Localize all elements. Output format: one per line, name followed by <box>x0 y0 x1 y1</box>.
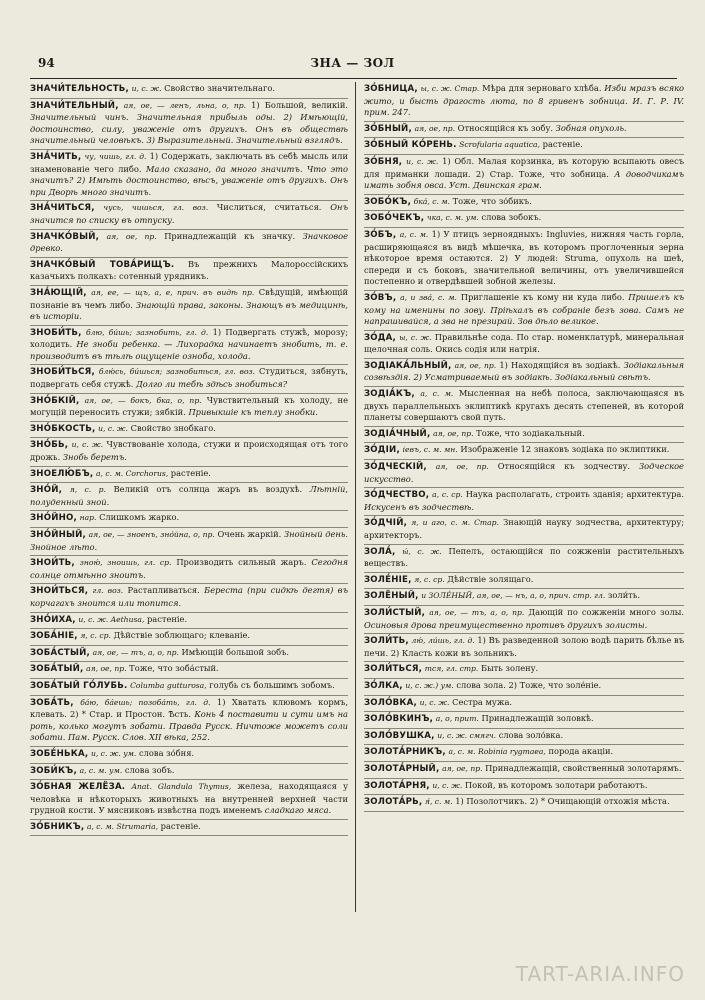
entry-grammar-note: и, с. ж. Aethusa, <box>78 614 145 624</box>
entry-definition: порода акаціи. <box>548 746 614 757</box>
entry-definition: 1) Позолотчикъ. 2) * Очищающій отхожія мѣста. <box>455 796 670 807</box>
entry-grammar-note: блю, би́шь; зазнобить, гл. д. <box>85 327 209 337</box>
dictionary-entry <box>364 82 684 122</box>
dictionary-entry <box>364 545 684 573</box>
entry-grammar-note: ая, ое, — тъ, а, о, пр. <box>92 647 179 657</box>
entry-definition: Тоже, что зо́бикъ. <box>452 195 532 206</box>
dictionary-entry <box>364 712 684 729</box>
entry-headword: ЗНОИ́ТЬСЯ, <box>30 586 89 597</box>
entry-definition: Свѣдущій, имѣющій познаніе въ чемъ либо. <box>30 286 348 310</box>
entry-grammar-note: ая, ое, — ленъ, льна, о, пр. <box>123 100 246 110</box>
dictionary-entry <box>30 646 348 663</box>
entry-headword: ЗОБЕ́НЬКА, <box>30 748 89 759</box>
dictionary-entry <box>30 696 348 747</box>
dictionary-entry <box>364 331 684 359</box>
entry-headword: ЗНАЧИ́ТЕЛЬНЫЙ, <box>30 100 119 111</box>
page-header <box>38 56 667 74</box>
dictionary-entry <box>364 779 684 796</box>
entry-headword: ЗО́ЛКА, <box>364 680 403 691</box>
dictionary-entry <box>364 443 684 460</box>
entry-grammar-note: ая, ое, — тъ, а, о, пр. <box>429 607 525 617</box>
entry-example-text: Мало сказано, да много значитъ. Что это значитъ? 2) Имѣть достоинство, вѣсъ, уваженіе отъ другихъ. Онъ при Дворѣ много значитъ. <box>30 163 348 197</box>
dictionary-entry <box>30 467 348 484</box>
entry-headword: ЗНО́ЙНО, <box>30 513 77 524</box>
dictionary-entry <box>30 483 348 511</box>
entry-grammar-note: Columba gutturosa, <box>130 680 207 690</box>
entry-example-text: Онъ значится по списку въ отпуску. <box>30 202 348 225</box>
entry-definition: Дѣйствіе золящаго. <box>447 573 534 584</box>
entry-grammar-note: бка́, с. м. <box>413 196 450 206</box>
entry-headword: ЗОЛО́ВКИНЪ, <box>364 714 434 725</box>
entry-headword: ЗНО́Й, <box>30 485 63 496</box>
dictionary-entry <box>30 820 348 837</box>
entry-headword: ЗО́БНЫЙ, <box>364 123 412 134</box>
entry-headword: ЗОДІАКА́ЛЬНЫЙ, <box>364 360 452 371</box>
entry-definition: слова золо́вка. <box>498 729 564 740</box>
entry-definition: слова зо́бня. <box>138 747 195 758</box>
entry-example-text: Береста (при сидкѣ дегтя) въ корчагахъ зноится или топится. <box>30 585 348 608</box>
entry-definition: Въ прежнихъ Малороссійскихъ казачьихъ полкахъ: сотенный урядникъ. <box>30 258 348 282</box>
entry-headword: ЗОЛЁНЫЙ, <box>364 591 419 602</box>
entry-headword: ЗНО́ИХА, <box>30 614 76 625</box>
entry-definition: Чувствованіе холода, стужи и происходящая отъ того дрожь. <box>30 439 348 463</box>
entry-headword: ЗОБА́ТЫЙ ГО́ЛУБЬ. <box>30 680 128 691</box>
entry-definition: растеніе. <box>542 139 583 150</box>
dictionary-entry <box>364 138 684 155</box>
entry-definition: золи́ть. <box>607 590 640 601</box>
dictionary-entry <box>364 291 684 331</box>
dictionary-entry <box>30 82 348 99</box>
entry-definition: 1) Обл. Малая корзинка, въ которую всыпають овесъ для приманки лошади. 2) Стар. Тоже, что зобница. <box>364 155 684 179</box>
dictionary-entry <box>30 780 348 820</box>
entry-definition: Очень жаркій. <box>217 529 282 539</box>
entry-example-text: Привыкшіе къ теплу знобки. <box>188 407 318 418</box>
entry-definition: Растапливаться. <box>127 585 200 596</box>
entry-grammar-note: а, с. ср. <box>432 490 463 500</box>
entry-example-text: А доводчикамъ имать зобня овса. Уст. Двинская грам. <box>364 168 684 191</box>
entry-grammar-note: ая, ое, пр. <box>435 462 489 472</box>
entry-grammar-note: нар. <box>79 513 97 523</box>
entry-grammar-note: чка, с. м. ум. <box>426 213 479 223</box>
entry-headword: ЗОЛИ́ТЬ, <box>364 636 409 647</box>
entry-headword: ЗО́ДЧІЙ, <box>364 518 408 529</box>
dictionary-entry <box>364 729 684 746</box>
entry-grammar-note: и, с. ж. <box>71 440 104 450</box>
entry-definition: Наука располагать, строить зданія; архитектура. <box>465 489 684 500</box>
entry-grammar-note: я, с. ср. <box>80 631 111 641</box>
entry-grammar-note: ы, с. ж. <box>399 332 432 342</box>
entry-definition: Изображеніе 12 знаковъ зодіака по эклиптики. <box>460 444 670 455</box>
entry-definition: Числиться, считаться. <box>216 202 322 213</box>
dictionary-entry <box>30 365 348 393</box>
entry-grammar-note: зною́, зноишь, гл. ср. <box>79 558 172 568</box>
entry-example-text: сладкаго мяса. <box>264 805 332 816</box>
entry-definition: Быть золену. <box>480 663 539 674</box>
dictionary-entry <box>30 150 348 201</box>
dictionary-entry <box>30 422 348 439</box>
entry-definition: слова зола. 2) Тоже, что золе́ніе. <box>456 679 602 690</box>
entry-grammar-note: а, с. м. Corchorus, <box>96 468 169 478</box>
dictionary-entry <box>30 286 348 326</box>
entry-definition: Мѣра для зерноваго хлѣба. <box>482 83 602 93</box>
dictionary-entry <box>30 747 348 764</box>
dictionary-entry <box>30 528 348 556</box>
entry-example-text: Знобь беретъ. <box>62 452 127 463</box>
entry-grammar-note: ая, ее, — щъ, а, е, прич. въ видѣ пр. <box>91 287 255 297</box>
entry-definition: Принадлежащій, свойственный золотарямъ. <box>485 762 682 773</box>
entry-example-text: Зобная опухоль. <box>555 122 627 133</box>
dictionary-entry <box>364 634 684 662</box>
entry-definition: 1) Хватать клювомъ кормъ, клевать. 2) * Стар. и Простон. Ѣсть. <box>30 696 348 720</box>
entry-headword: ЗОЛЕ́НІЕ, <box>364 574 412 585</box>
entry-grammar-note: ая, ое, — бокъ, бка, о, пр. <box>84 395 202 405</box>
entry-headword: ЗНА́ЧИТЬСЯ, <box>30 203 95 214</box>
entry-headword: ЗО́БНАЯ ЖЕЛЁЗА. <box>30 782 126 793</box>
entry-grammar-note: ба́ю, ба́ешь; позоба́ть, гл. д. <box>80 697 211 707</box>
entry-headword: ЗОЛОТА́РНЫЙ, <box>364 763 440 774</box>
entry-headword: ЗНА́ЧИТЬ, <box>30 151 82 162</box>
dictionary-entry <box>30 629 348 646</box>
entry-grammar-note: а, с. м. <box>420 389 454 399</box>
entry-example-text: Не зноби ребенка. — Лихорадка начинаетъ знобить, т. е. производитъ въ тѣлѣ ощущеніе озноба, холода. <box>30 339 348 361</box>
dictionary-entry <box>364 488 684 516</box>
entry-grammar-note: ы, с. ж. Стар. <box>420 84 480 93</box>
dictionary-entry <box>364 745 684 762</box>
entry-definition: Мысленная на небѣ полоса, заключающаяся въ двухъ параллельныхъ эклиптикѣ кругахъ десять степеней, въ которой планеты совершаютъ свой путь. <box>364 388 684 423</box>
entry-definition: 1) Находящійся въ зодіакѣ. <box>499 359 621 370</box>
entry-definition: растеніе. <box>170 467 211 478</box>
entry-definition: Принадлежащій золовкѣ. <box>481 713 594 724</box>
entry-headword: ЗНО́БКОСТЬ, <box>30 423 96 434</box>
entry-example-text: Знающій права, законы. Знающъ въ медицинѣ, въ исторіи. <box>30 299 348 322</box>
entry-example-text: Лѣтній, полуденный зной. <box>30 484 348 507</box>
dictionary-entry <box>364 195 684 212</box>
entry-grammar-note: лю́, ли́шь, гл. д. <box>411 636 475 646</box>
entry-grammar-note: я, и аго, с. м. Стар. <box>411 518 499 528</box>
entry-grammar-note: тся, гл. стр. <box>424 664 479 674</box>
entry-headword: ЗО́БНИЦА, <box>364 84 418 94</box>
entry-definition: Покой, въ которомъ золотари работаютъ. <box>464 779 648 790</box>
entry-definition: Свойство значительнаго. <box>164 83 275 93</box>
entry-definition: Слишкомъ жарко. <box>99 512 180 523</box>
entry-headword: ЗОЛО́ВКА, <box>364 697 417 708</box>
entry-headword: ЗНО́ЙНЫЙ, <box>30 530 86 540</box>
dictionary-entry <box>30 99 348 150</box>
entry-grammar-note: блю́сь, би́шься; зазнобиться, гл. воз. <box>98 367 256 377</box>
entry-grammar-note: а, о, прит. <box>435 714 479 724</box>
entry-definition: Чувствительный къ холоду, не могущій переносить стужи; зябкій. <box>30 394 348 418</box>
entry-grammar-note: и, с. ж.) ум. <box>405 680 454 690</box>
entry-definition: Пепелъ, остающійся по сожженіи растительныхъ веществъ. <box>364 545 684 569</box>
dictionary-entry <box>364 122 684 139</box>
entry-grammar-note: ая, ое, пр. <box>414 123 456 133</box>
entry-headword: ЗО́ДЧЕСКІЙ, <box>364 462 427 473</box>
entry-example-text: Сегодня солнце отмѣнно зноитъ. <box>30 557 348 580</box>
entry-definition: Производить сильный жаръ. <box>176 557 307 568</box>
entry-grammar-note: ая, ое, пр. <box>86 664 127 674</box>
dictionary-entry <box>30 662 348 679</box>
dictionary-entry <box>364 606 684 634</box>
dictionary-entry <box>364 155 684 195</box>
entry-headword: ЗНАЧИ́ТЕЛЬНОСТЬ, <box>30 84 129 94</box>
entry-headword: ЗНОИ́ТЬ, <box>30 558 75 569</box>
entry-grammar-note: гл. воз. <box>92 586 124 596</box>
watermark: TART-ARIA.INFO <box>515 962 685 986</box>
entry-example-text: Пришелъ къ кому на именины по зову. Пріѣхалъ въ собраніе безъ зова. Самъ не напрашивайся, а зва не презирай. Зов дѣло великое. <box>364 291 684 327</box>
entry-headword: ЗО́БНЯ, <box>364 156 403 167</box>
entry-headword: ЗО́БНИКЪ, <box>30 821 85 832</box>
entry-grammar-note: ая, ое, пр. <box>454 360 497 370</box>
entry-headword: ЗНОБИ́ТЬСЯ, <box>30 367 95 378</box>
dictionary-entry <box>30 764 348 781</box>
entry-headword: ЗОЛОТА́РЬ, <box>364 797 423 808</box>
entry-definition: Относящійся къ зодчеству. <box>497 461 631 472</box>
left-column <box>30 82 348 912</box>
dictionary-entry <box>364 359 684 387</box>
entry-grammar-note: и, с. ж. смягч. <box>437 730 497 740</box>
entry-grammar-note: іевъ, с. м. мн. <box>402 445 458 455</box>
entry-definition: голубь съ большимъ зобомъ. <box>209 679 335 690</box>
dictionary-entry <box>30 230 348 258</box>
dictionary-entry <box>30 556 348 584</box>
entry-example-text: Искусенъ въ зодчествѣ. <box>364 501 474 512</box>
entry-definition: Сестра мужа. <box>452 696 513 707</box>
entry-headword: ЗОБА́ТЫЙ, <box>30 664 84 675</box>
entry-grammar-note: а, и зва́, с. м. <box>400 292 457 302</box>
dictionary-entry <box>30 438 348 466</box>
entry-headword: ЗНО́БКІЙ, <box>30 395 80 406</box>
entry-grammar-note: и, с. ж. <box>406 156 439 166</box>
dictionary-entry <box>364 762 684 779</box>
entry-definition: слова зобъ. <box>124 764 175 775</box>
entry-headword: ЗО́ДІИ, <box>364 445 400 456</box>
entry-grammar-note: ая, ое, пр. <box>433 428 474 438</box>
right-column <box>364 82 684 912</box>
entry-definition: Великій отъ солнца жаръ въ воздухѣ. <box>113 484 303 495</box>
entry-example-text: Долго ли тебѣ здѣсь знобиться? <box>136 379 288 390</box>
entry-definition: железа, находящаяся у человѣка и нѣкоторыхъ животныхъ на внутренней верхней части грудной кости. У мясниковъ извѣстна подъ именемъ <box>30 781 348 816</box>
dictionary-entry <box>364 387 684 427</box>
entry-definition: Правильнѣе сода. По стар. номенклатурѣ, минеральная щелочная соль. Окись содія или натрія. <box>364 331 684 355</box>
entry-grammar-note: чу, чишь, гл. д. <box>84 151 147 161</box>
header-rule <box>30 78 677 79</box>
entry-grammar-note: а, с. м. <box>399 229 429 239</box>
dictionary-entry <box>30 679 348 696</box>
entry-grammar-note: я, с. р. <box>69 485 106 495</box>
entry-headword: ЗО́ДА, <box>364 332 396 343</box>
entry-definition: 1) Большой, великій. <box>251 99 348 110</box>
entry-headword: ЗОЛОТА́РНЯ, <box>364 780 430 791</box>
entry-definition: Приглашеніе къ кому ни куда либо. <box>460 291 625 302</box>
entry-definition: Принадлежащій къ значку. <box>164 230 296 241</box>
dictionary-entry <box>364 662 684 679</box>
entry-grammar-note: ы́, с. ж. <box>402 546 442 556</box>
entry-grammar-note: и, с. ж. <box>98 423 128 433</box>
entry-headword: ЗОБА́СТЫЙ, <box>30 647 90 658</box>
dictionary-entry <box>364 589 684 606</box>
entry-headword: ЗОЛИ́ТЬСЯ, <box>364 664 423 675</box>
entry-headword: ЗОДІА́КЪ, <box>364 389 415 400</box>
entry-definition: слова зобокъ. <box>481 212 542 223</box>
dictionary-entry <box>30 584 348 612</box>
entry-headword: ЗОЛО́ВУШКА, <box>364 730 435 741</box>
entry-headword: ЗОБО́КЪ, <box>364 196 412 207</box>
entry-example-text: Значковое древко. <box>30 230 348 254</box>
entry-headword: ЗНАЧКО́ВЫЙ ТОВА́РИЩЪ. <box>30 259 175 270</box>
entry-headword: ЗОБА́ТЬ, <box>30 697 74 708</box>
entry-headword: ЗО́БЪ, <box>364 229 397 240</box>
entry-grammar-note: и, с. ж. <box>131 84 162 93</box>
entry-headword: ЗО́БНЫЙ КО́РЕНЬ. <box>364 140 457 151</box>
page-number: 94 <box>38 56 55 70</box>
column-divider <box>355 82 356 912</box>
entry-headword: ЗОДІА́ЧНЫЙ, <box>364 428 431 439</box>
dictionary-entry <box>364 679 684 696</box>
entry-grammar-note: чусь, чишься, гл. воз. <box>103 203 209 213</box>
entry-definition: Имѣющій большой зобъ. <box>181 646 290 657</box>
entry-grammar-note: Anat. Glandula Thymus, <box>131 782 232 792</box>
dictionary-entry <box>364 696 684 713</box>
entry-definition: Относящійся къ зобу. <box>457 122 554 133</box>
entry-headword: ЗОБИ́КЪ, <box>30 765 77 776</box>
entry-definition: Знающій науку зодчества, архитектуру; архитекторъ. <box>364 517 684 540</box>
dictionary-entry <box>30 326 348 366</box>
entry-headword: ЗНО́БЬ, <box>30 440 69 451</box>
entry-grammar-note: и ЗОЛЕ́НЫЙ, ая, ое, — нъ, а, о, прич. стр. гл. <box>421 591 606 601</box>
dictionary-entry <box>364 427 684 444</box>
entry-grammar-note: ая, ое, — зноенъ, зно́йна, о, пр. <box>88 530 215 539</box>
entry-grammar-note: и, с. ж. <box>419 697 450 707</box>
entry-headword: ЗНАЧКО́ВЫЙ, <box>30 231 100 242</box>
entry-definition: Тоже, что зодіакальный. <box>476 427 585 438</box>
entry-headword: ЗО́ДЧЕСТВО, <box>364 490 430 501</box>
entry-example-text: Конь 4 поставити и сути имъ на роть, колько могутъ зобати. Правда Русск. Ничтоже можетъ соли зобати. Пам. Русск. Слов. XII вѣка, 252. <box>30 709 348 743</box>
entry-definition: Дающій по сожженіи много золы. <box>528 606 684 617</box>
dictionary-entry <box>364 573 684 590</box>
entry-example-text: Зодіакальныя созвѣздія. 2) Усматриваемый въ зодіакѣ. Зодіакальный свѣтъ. <box>364 359 684 383</box>
dictionary-entry <box>364 228 684 291</box>
entry-grammar-note: я, с. ср. <box>414 574 445 584</box>
entry-example-text: Изби мразъ всяко жито, и бысть драгость люта, по 8 гривенъ зобница. И. Г. Р. IV. прим. 247. <box>364 83 684 118</box>
entry-grammar-note: а, с. м. ум. <box>79 765 123 775</box>
entry-grammar-note: ая, ое, пр. <box>106 231 157 241</box>
dictionary-entry <box>364 211 684 228</box>
dictionary-entry <box>30 613 348 630</box>
entry-grammar-note: я́, с. м. <box>424 797 453 807</box>
entry-definition: 1) Въ разведенной золою водѣ парить бѣлье въ печи. 2) Класть кожи въ зольникъ. <box>364 635 684 658</box>
entry-definition: растеніе. <box>146 613 188 624</box>
entry-grammar-note: а, с. м. Robinia rygmaea, <box>448 747 546 757</box>
entry-grammar-note: Scrofularia aquatica, <box>459 140 540 150</box>
entry-grammar-note: а, с. м. Strumaria, <box>86 821 159 831</box>
entry-grammar-note: ая, ое, пр. <box>442 763 483 773</box>
entry-definition: Тоже, что зоба́стый. <box>129 663 219 674</box>
entry-headword: ЗОЛИ́СТЫЙ, <box>364 607 426 618</box>
dictionary-entry <box>364 516 684 544</box>
entry-headword: ЗОЛОТА́РНИКЪ, <box>364 747 446 758</box>
entry-example-text: Осиновыя дрова преимущественно противъ другихъ золисты. <box>364 619 648 630</box>
entry-example-text: Знойный день. Знойное лѣто. <box>30 529 348 552</box>
running-title: ЗНА — ЗОЛ <box>310 56 395 70</box>
entry-grammar-note: и, с. ж. <box>432 780 463 790</box>
entry-definition: Студиться, зябнуть, подвергать себя стужѣ. <box>30 366 348 390</box>
entry-definition: 1) У птицъ зерноядныхъ: Ingluvies, нижняя часть горла, расширяющаяся въ видѣ мѣшечка, въ которомъ проглоченныя зерна нѣкоторое время остаются. 2) У людей: Struma, опухоль на шеѣ, спереди и съ боковъ, значительной величины, отъ увеличившейся постепенно и отвердѣвшей зобной железы. <box>364 228 684 287</box>
dictionary-entry <box>30 201 348 229</box>
entry-headword: ЗО́ВЪ, <box>364 292 397 303</box>
entry-example-text: Значительный чинъ. Значительная прибыль оды. 2) Имѣющій, достоинство, силу, уваженіе отъ другихъ. Онъ въ обществѣ значительный человѣкъ. 3) Выразительный. Значительный взглядъ. <box>30 112 348 146</box>
dictionary-entry <box>30 394 348 422</box>
dictionary-entry <box>30 511 348 528</box>
dictionary-entry <box>30 258 348 286</box>
entry-headword: ЗНА́ЮЩІЙ, <box>30 287 87 298</box>
entry-headword: ЗНОЕЛЮ́БЪ, <box>30 468 94 479</box>
entry-definition: Свойство знобкаго. <box>130 422 216 433</box>
entry-example-text: Зодческое искусство. <box>364 461 684 484</box>
entry-definition: 1) Содержать, заключать въ себѣ мысль или знаменованіе чего либо. <box>30 150 348 174</box>
entry-headword: ЗОБО́ЧЕКЪ, <box>364 213 425 224</box>
entry-definition: 1) Подвергать стужѣ, морозу; холодить. <box>30 326 348 350</box>
entry-grammar-note: и, с. ж. ум. <box>90 748 137 758</box>
entry-definition: растеніе. <box>160 820 201 831</box>
entry-headword: ЗОЛА́, <box>364 546 396 557</box>
dictionary-entry <box>364 460 684 488</box>
entry-headword: ЗНОБИ́ТЬ, <box>30 327 82 338</box>
entry-headword: ЗОБА́НІЕ, <box>30 631 78 642</box>
dictionary-entry <box>364 795 684 812</box>
entry-definition: Дѣйствіе зоблющаго; клеваніе. <box>113 630 251 641</box>
